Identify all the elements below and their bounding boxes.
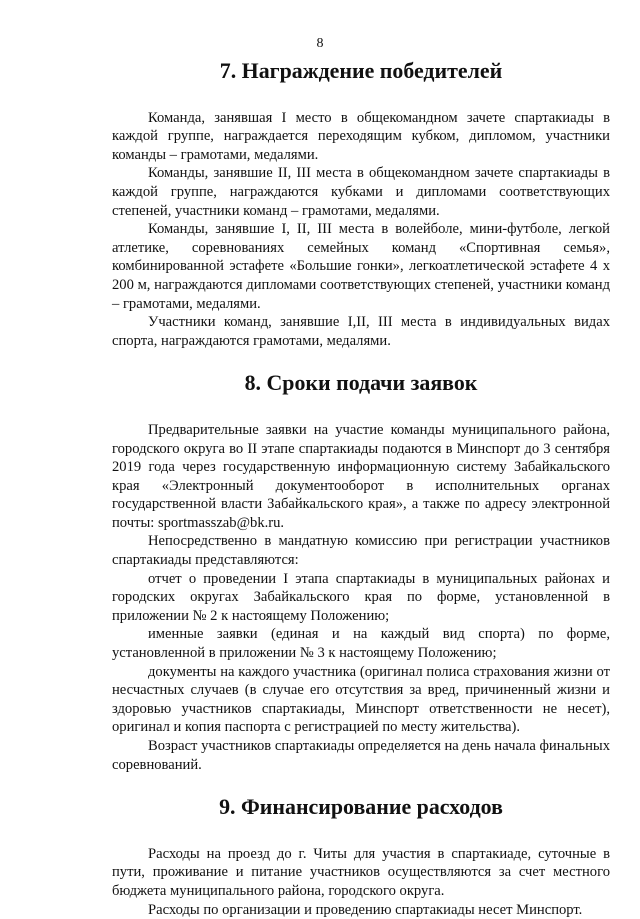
page-number: 8 bbox=[316, 36, 324, 51]
paragraph: Расходы по организации и проведению спартакиады несет Минспорт. bbox=[148, 901, 583, 918]
section-awarding bbox=[112, 58, 610, 350]
section-title: 9. Финансирование расходов bbox=[219, 794, 503, 820]
section-application-deadlines bbox=[112, 370, 611, 774]
paragraph: Участники команд, занявшие I,II, III места в индивидуальных видах спорта, награждаются грамотами, медалями. bbox=[112, 314, 610, 349]
paragraph: Расходы на проезд до г. Читы для участия в спартакиаде, суточные в пути, проживание и питание участников осуществляются за счет местного бюджета муниципального района, городского округа. bbox=[112, 845, 610, 899]
section-title: 8. Сроки подачи заявок bbox=[244, 370, 478, 396]
paragraph: именные заявки (единая и на каждый вид спорта) по форме, установленной в приложении № 3 к настоящему Положению; bbox=[112, 626, 610, 662]
paragraph: Непосредственно в мандатную комиссию при регистрации участников спартакиады представляются: bbox=[112, 533, 610, 569]
section-financing bbox=[112, 794, 610, 919]
paragraph: Команды, занявшие I, II, III места в волейболе, мини-футболе, легкой атлетике, соревнованиях семейных команд «Спортивная семья», комбинированной эстафете «Большие гонки», легкоатлетической эстафете 4 х 200 м, награждаются дипломами соответствующих степеней, участники команд – грамотами, медалями. bbox=[112, 221, 610, 312]
paragraph: Предварительные заявки на участие команды муниципального района, городского округа во II этапе спартакиады подаются в Минспорт до 3 сентября 2019 года через государственную информационную систему Забайкальского края «Электронный документооборот в исполнительных органах государственной власти Забайкальского края», а также по адресу электронной почты: sportmasszab@bk.ru. bbox=[112, 421, 610, 531]
document-body bbox=[112, 56, 610, 919]
paragraph: отчет о проведении I этапа спартакиады в муниципальных районах и городских округах Забайкальского края по форме, установленной в приложении № 2 к настоящему Положению; bbox=[112, 570, 610, 624]
paragraph: Команда, занявшая I место в общекомандном зачете спартакиады в каждой группе, награждается переходящим кубком, дипломом, участники команды – грамотами, медалями. bbox=[112, 109, 610, 163]
paragraph: Команды, занявшие II, III места в общекомандном зачете спартакиады в каждой группе, награждаются кубками и дипломами соответствующих степеней, участники команд – грамотами, медалями. bbox=[112, 165, 610, 219]
paragraph: Возраст участников спартакиады определяется на день начала финальных соревнований. bbox=[112, 738, 611, 773]
paragraph: документы на каждого участника (оригинал полиса страхования жизни от несчастных случаев (в случае его отсутствия за вред, причиненный жизни и здоровью участников спартакиады, Минспорт ответственности не несет), оригинал и копия паспорта с регистрацией по месту жительства). bbox=[112, 663, 610, 736]
section-title: 7. Награждение победителей bbox=[219, 58, 503, 83]
